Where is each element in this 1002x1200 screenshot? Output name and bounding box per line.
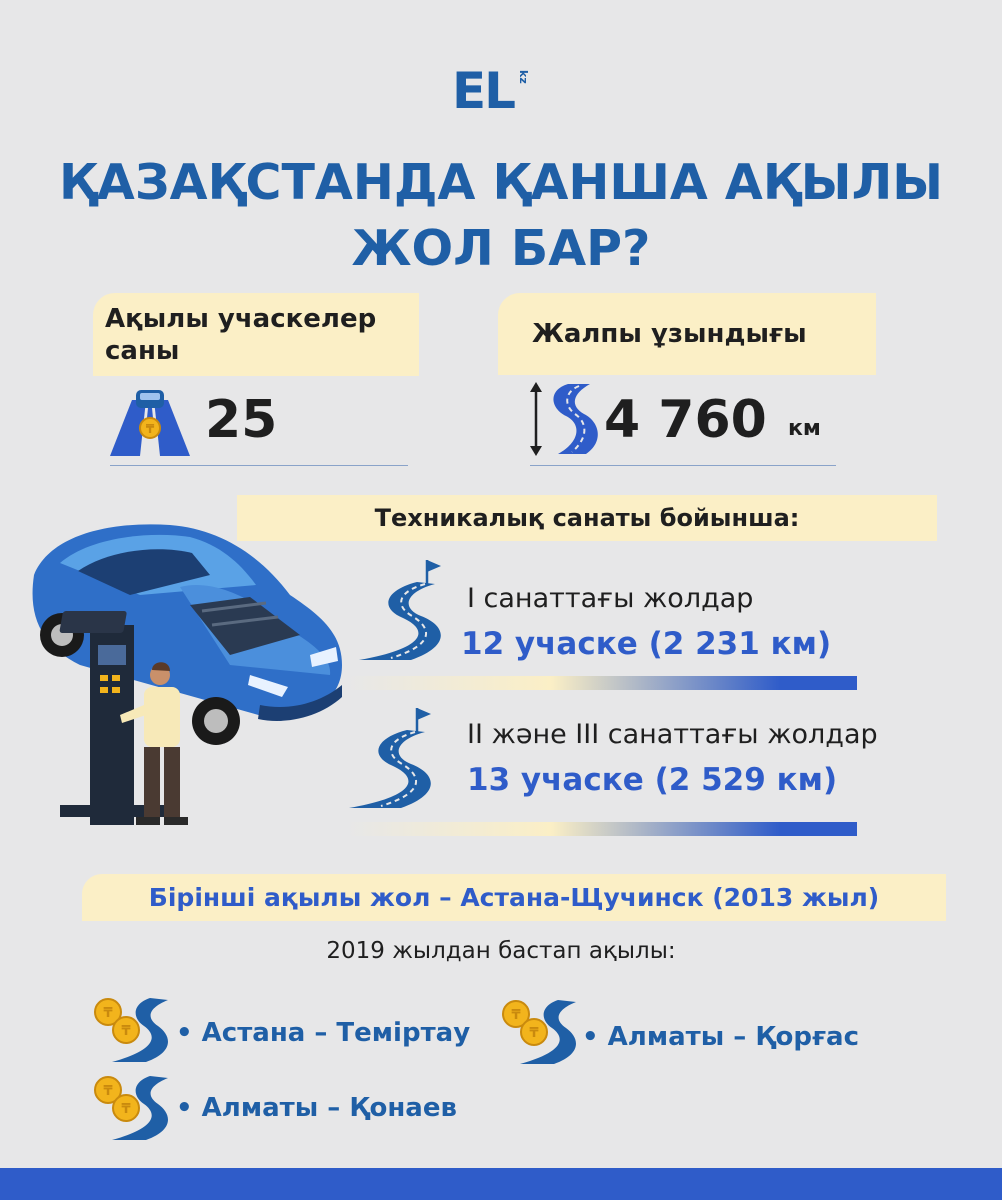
sections-label: Ақылы учаскелер саны bbox=[105, 304, 377, 366]
coin-road-icon bbox=[500, 998, 584, 1066]
car-parking-machine-illustration bbox=[20, 515, 350, 835]
svg-text:₸: ₸ bbox=[121, 1102, 131, 1117]
el-kz-logo bbox=[452, 62, 562, 122]
category-1-bar bbox=[347, 676, 857, 690]
road-length-icon bbox=[528, 382, 604, 456]
title-line-2: ЖОЛ БАР? bbox=[351, 220, 651, 277]
sections-value: 25 bbox=[205, 390, 278, 450]
coin-road-icon bbox=[92, 996, 176, 1064]
footer-bar bbox=[0, 1168, 1002, 1200]
coin-road-icon bbox=[92, 1074, 176, 1142]
svg-text:₸: ₸ bbox=[145, 422, 155, 436]
svg-text:₸: ₸ bbox=[121, 1024, 131, 1039]
category-2-title: II және III санаттағы жолдар bbox=[467, 719, 878, 750]
category-1-title: I санаттағы жолдар bbox=[467, 583, 754, 614]
winding-road-flag-icon bbox=[345, 704, 445, 812]
since-2019-label: 2019 жылдан бастап ақылы: bbox=[326, 938, 676, 964]
svg-text:₸: ₸ bbox=[103, 1084, 113, 1099]
road-item: • Алматы – Қорғас bbox=[582, 1022, 860, 1052]
logo-sub: kz bbox=[517, 70, 531, 84]
tech-category-heading: Техникалық санаты бойынша: bbox=[237, 495, 937, 541]
road-item: • Астана – Теміртау bbox=[176, 1018, 471, 1048]
category-2-bar bbox=[347, 822, 857, 836]
logo-main: EL bbox=[452, 62, 515, 120]
category-1-value: 12 учаске (2 231 км) bbox=[461, 626, 832, 662]
svg-text:₸: ₸ bbox=[103, 1006, 113, 1021]
toll-road-car-icon bbox=[110, 388, 190, 456]
category-2-value: 13 учаске (2 529 км) bbox=[467, 762, 838, 798]
page-title bbox=[20, 150, 982, 282]
divider bbox=[110, 465, 408, 466]
svg-text:₸: ₸ bbox=[511, 1008, 521, 1023]
length-value: 4 760 bbox=[604, 390, 767, 450]
title-line-1: ҚАЗАҚСТАНДА ҚАНША АҚЫЛЫ bbox=[58, 154, 944, 211]
winding-road-flag-icon bbox=[355, 556, 455, 664]
length-label: Жалпы ұзындығы bbox=[532, 319, 807, 349]
sections-label-box bbox=[93, 293, 419, 376]
svg-text:₸: ₸ bbox=[529, 1026, 539, 1041]
length-unit: км bbox=[788, 416, 821, 441]
divider bbox=[530, 465, 836, 466]
first-toll-road-banner: Бірінші ақылы жол – Астана-Щучинск (2013 жыл) bbox=[82, 874, 946, 921]
road-item: • Алматы – Қонаев bbox=[176, 1093, 457, 1123]
length-label-box bbox=[498, 293, 876, 375]
